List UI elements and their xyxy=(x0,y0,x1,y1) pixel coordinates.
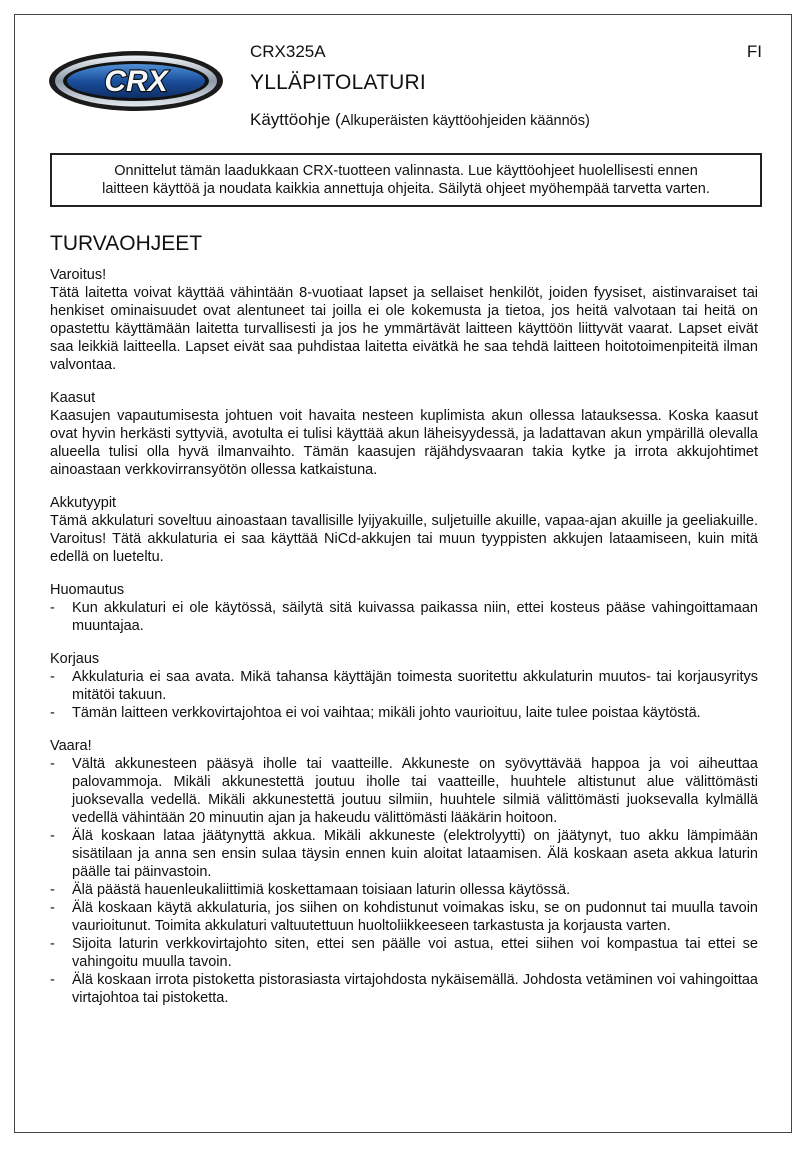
battery-types-section xyxy=(50,494,758,566)
battery-types-text: Tämä akkulaturi soveltuu ainoastaan tavallisille lyijyakuille, suljetuille akuille, vapaa-ajan akuille ja geeliakuille. Varoitus! Tätä akkulaturia ei saa käyttää NiCd-akkujen tai muun tyyppisten akkujen lataamiseen, kuin mitä edellä on lueteltu. xyxy=(50,513,758,565)
list-item: - Älä koskaan lataa jäätynyttä akkua. Mikäli akkuneste (elektrolyytti) on jäätynyt, tuo akku lämpimään sisätilaan ja anna sen ensin sulaa täysin ennen kuin aloitat lataamisen. Älä koskaan aseta akkua laturin päälle tai päinvastoin. xyxy=(50,828,758,880)
gases-text: Kaasujen vapautumisesta johtuen voit havaita nesteen kuplimista akun ollessa latauksessa. Koska kaasut ovat hyvin herkästi syttyviä, avotulta ei tulisi käyttää akun läheisyydessä, ja ladattavan akun ympärillä olevalla alueella tulisi olla hyvä ilmanvaihto. Tämän kaasujen räjähdysvaaran takia kytke ja irrota akkujohtimet ainoastaan verkkovirransyötön ollessa katkaistuna. xyxy=(50,408,758,478)
language-code: FI xyxy=(746,42,762,61)
safety-instructions xyxy=(50,232,758,1022)
model-number: CRX325A xyxy=(250,42,326,61)
gases-section xyxy=(50,389,758,479)
list-item: - Sijoita laturin verkkovirtajohto siten, ettei sen päälle voi astua, ettei siihen voi kompastua tai ettei se vahingoitu muulla tavoin. xyxy=(50,936,758,970)
gases-title: Kaasut xyxy=(50,390,96,406)
subtitle-main: Käyttöohje ( xyxy=(250,110,341,129)
battery-types-title: Akkutyypit xyxy=(50,495,117,511)
list-item: - Älä koskaan käytä akkulaturia, jos siihen on kohdistunut voimakas isku, se on pudonnut tai muulla tavoin vaurioitunut. Toimita akkulaturi valtuutettuun huoltoliikkeeseen tarkastusta ja korjausta varten. xyxy=(50,900,758,934)
list-item: - Kun akkulaturi ei ole käytössä, säilytä sitä kuivassa paikassa niin, ettei kosteus pääse vahingoittamaan muuntajaa. xyxy=(50,600,758,634)
list-item: - Älä päästä hauenleukaliittimiä koskettamaan toisiaan laturin ollessa käytössä. xyxy=(50,882,571,898)
document-title: YLLÄPITOLATURI xyxy=(250,71,426,94)
list-item: - Älä koskaan irrota pistoketta pistorasiasta virtajohdosta nykäisemällä. Johdosta vetäminen voi vahingoittaa virtajohtoa tai pistoketta. xyxy=(50,972,758,1006)
logo-text: CRX xyxy=(104,65,168,98)
note-title: Huomautus xyxy=(50,582,125,598)
notice-line-1: Onnittelut tämän laadukkaan CRX-tuotteen valinnasta. Lue käyttöohjeet huolellisesti ennen xyxy=(114,163,698,179)
crx-logo xyxy=(48,50,224,112)
list-item: - Tämän laitteen verkkovirtajohtoa ei voi vaihtaa; mikäli johto vaurioituu, laite tulee poistaa käytöstä. xyxy=(50,705,701,721)
note-list xyxy=(50,599,758,635)
list-item: - Akkulaturia ei saa avata. Mikä tahansa käyttäjän toimesta suoritettu akkulaturin muutos- tai korjausyritys mitätöi takuun. xyxy=(50,669,758,703)
danger-title: Vaara! xyxy=(50,738,92,754)
repair-section xyxy=(50,650,758,722)
notice-line-2: laitteen käyttöä ja noudata kaikkia annettuja ohjeita. Säilytä ohjeet myöhempää tarvetta varten. xyxy=(102,181,710,197)
subtitle-small: Alkuperäisten käyttöohjeiden käännös) xyxy=(340,113,590,129)
warning-section xyxy=(50,266,758,374)
danger-section xyxy=(50,737,758,1007)
note-section xyxy=(50,581,758,635)
document-subtitle xyxy=(250,110,590,130)
danger-list xyxy=(50,755,758,1007)
repair-title: Korjaus xyxy=(50,651,100,667)
notice-box xyxy=(50,153,762,207)
warning-text: Tätä laitetta voivat käyttää vähintään 8-vuotiaat lapset ja sellaiset henkilöt, joiden fyysiset, aistinvaraiset tai henkiset ominaisuudet ovat alentuneet tai joilla ei ole kokemusta ja tietoa, jos heitä valvotaan tai heitä on opastettu käyttämään laitetta turvallisesti ja jos he ymmärtävät laitteen käyttöön liittyvät vaarat. Lapset eivät saa leikkiä laitteella. Lapset eivät saa puhdistaa laitetta eivätkä he saa tehdä laitteen hoitotoimenpiteitä ilman valvontaa. xyxy=(50,285,758,373)
repair-list xyxy=(50,668,758,722)
warning-title: Varoitus! xyxy=(50,267,107,283)
list-item: - Vältä akkunesteen pääsyä iholle tai vaatteille. Akkuneste on syövyttävää happoa ja voi aiheuttaa palovammoja. Mikäli akkunestettä joutuu iholle tai vaatteille, huuhtele altistunut alue välittömästi juoksevalla vedellä. Mikäli akkunestettä joutuu silmiin, huuhtele silmiä välittömästi juoksevalla kylmällä vedellä vähintään 20 minuutin ajan ja hakeudu välittömästi lääkärin hoitoon. xyxy=(50,756,758,826)
section-heading: TURVAOHJEET xyxy=(50,232,203,255)
